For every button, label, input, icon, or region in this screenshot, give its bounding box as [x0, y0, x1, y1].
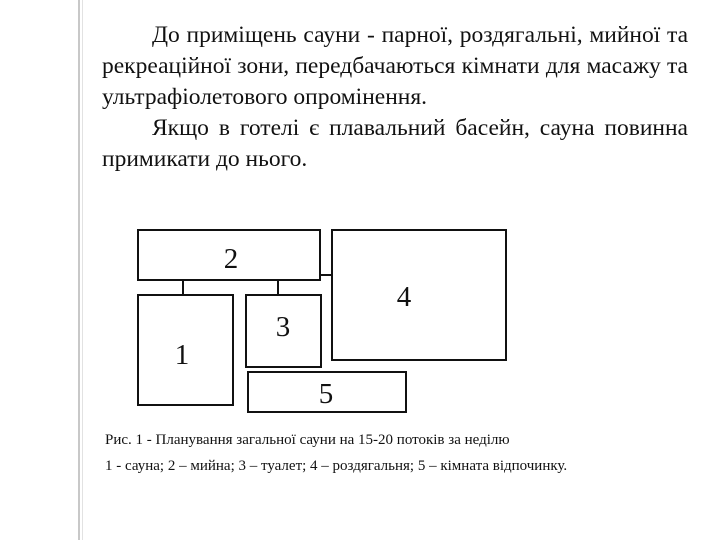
- room-4-label: 4: [396, 281, 412, 313]
- paragraph-2: Якщо в готелі є плавальний басейн, сауна повинна примикати до нього.: [102, 115, 688, 172]
- figure-caption: [105, 427, 705, 479]
- room-1-label: 1: [174, 339, 190, 371]
- room-4-box: [332, 230, 506, 360]
- caption-legend: 1 - сауна; 2 – мийна; 3 – туалет; 4 – роздягальня; 5 – кімната відпочинку.: [105, 458, 568, 474]
- room-3-label: 3: [275, 311, 291, 343]
- room-2-label: 2: [223, 243, 239, 275]
- room-5-label: 5: [318, 378, 334, 410]
- caption-title: Рис. 1 - Планування загальної сауни на 15-20 потоків за неділю: [105, 432, 510, 448]
- paragraph-1: До приміщень сауни - парної, роздягальні, мийної та рекреаційної зони, передбачаються кімнати для масажу та ультрафіолетового опромінення.: [102, 22, 688, 110]
